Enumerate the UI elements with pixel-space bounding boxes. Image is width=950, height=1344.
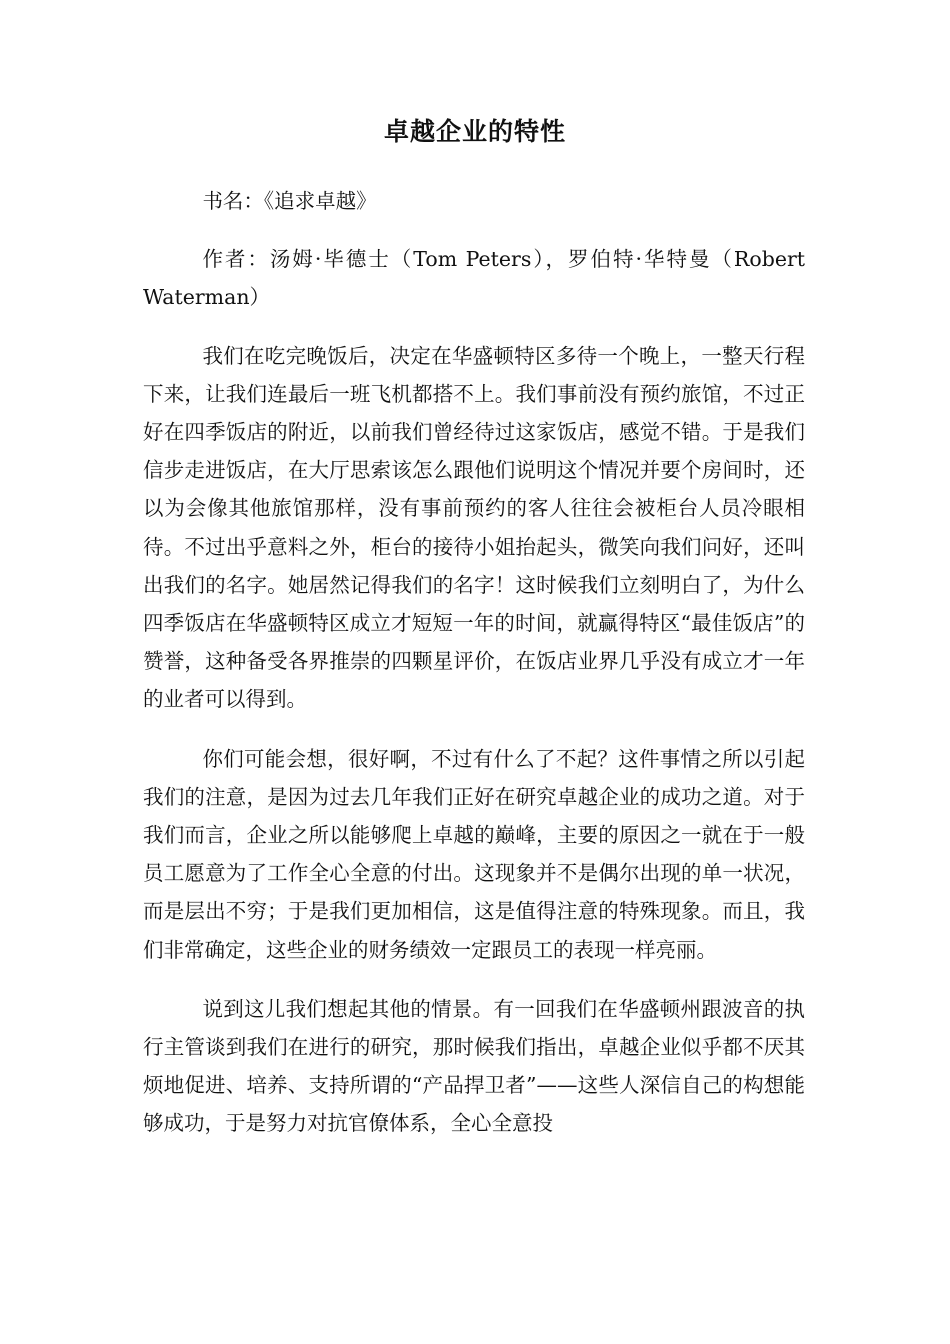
body-paragraph-3: 说到这儿我们想起其他的情景。有一回我们在华盛顿州跟波音的执行主管谈到我们在进行的研究，那时候我们指出，卓越企业似乎都不厌其烦地促进、培养、支持所谓的“产品捍卫者”——这些人深信自己的构想能够成功，于是努力对抗官僚体系，全心全意投: [143, 996, 805, 1136]
body-paragraph-1: 我们在吃完晚饭后，决定在华盛顿特区多待一个晚上，一整天行程下来，让我们连最后一班飞机都搭不上。我们事前没有预约旅馆，不过正好在四季饭店的附近，以前我们曾经待过这家饭店，感觉不错。于是我们信步走进饭店，在大厅思索该怎么跟他们说明这个情况并要个房间时，还以为会像其他旅馆那样，没有事前预约的客人往往会被柜台人员冷眼相待。不过出乎意料之外，柜台的接待小姐抬起头，微笑向我们问好，还叫出我们的名字。她居然记得我们的名字！这时候我们立刻明白了，为什么四季饭店在华盛顿特区成立才短短一年的时间，就赢得特区“最佳饭店”的赞誉，这种备受各界推崇的四颗星评价，在饭店业界几乎没有成立才一年的业者可以得到。: [143, 343, 805, 712]
document-body: [143, 182, 805, 1164]
document-title: 卓越企业的特性: [383, 117, 566, 146]
book-name-line: 书名：《追求卓越》: [202, 189, 377, 213]
body-paragraph-2: 你们可能会想，很好啊，不过有什么了不起？这件事情之所以引起我们的注意，是因为过去几年我们正好在研究卓越企业的成功之道。对于我们而言，企业之所以能够爬上卓越的巅峰，主要的原因之一就在于一般员工愿意为了工作全心全意的付出。这现象并不是偶尔出现的单一状况，而是层出不穷；于是我们更加相信，这是值得注意的特殊现象。而且，我们非常确定，这些企业的财务绩效一定跟员工的表现一样亮丽。: [143, 746, 805, 962]
author-line: 作者：汤姆·毕德士（Tom Peters），罗伯特·华特曼（Robert Waterman）: [143, 247, 805, 310]
